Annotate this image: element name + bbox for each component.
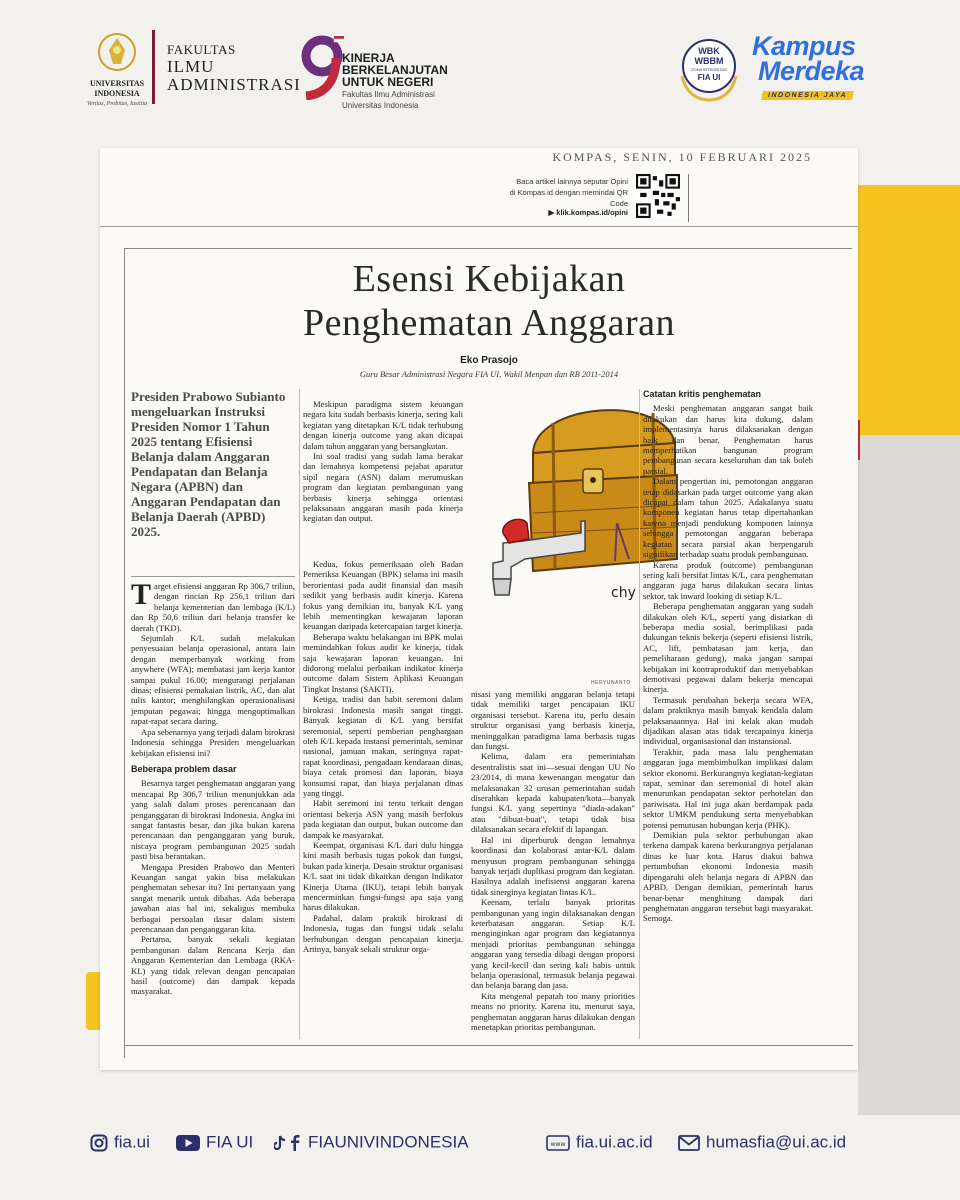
qr-box [500,174,800,228]
title-line-1: Esensi Kebijakan [352,258,626,300]
kinerja-line-3: UNTUK NEGERI [342,75,434,89]
wbk-line-3: ZONA INTEGRITAS [691,67,727,72]
author-role: Guru Besar Administrasi Negara FIA UI, Wakil Menpan dan RB 2011-2014 [359,369,619,379]
footer [0,1120,960,1166]
email-link[interactable] [678,1132,846,1153]
website-url: fia.ui.ac.id [576,1132,653,1152]
kinerja-sub-2: Universitas Indonesia [342,101,419,110]
wbk-badge [676,36,742,102]
instagram-icon [90,1134,108,1152]
tiktok-facebook-icon [274,1134,302,1152]
youtube-link[interactable] [176,1132,253,1153]
social-handle: FIAUNIVINDONESIA [308,1132,469,1152]
col4-paragraph-7: Demikian pula sektor perhubungan akan terkena dampak karena berkurangnya perjalanan dinas ke luar kota. Harus diakui bahwa pertumbuhan ekonomi Indonesia masih dipengaruhi oleh belanja negara di APBN dan APBD. Dengan demikian, pemerintah harus benar-benar menghitung dampak dari penghematan anggaran tersebut bagi masyarakat. Semoga. [643,830,813,924]
column-rule-3 [639,389,640,1039]
col1-paragraph-6: Pertama, banyak sekali kegiatan pembangunan dalam Rencana Kerja dan Anggaran Kementerian dan Lembaga (RKA-KL) yang tidak relevan dengan pencapaian hasil (outcome) dan dampak kepada masyarakat. [131,934,295,997]
qr-code-icon[interactable] [636,174,680,218]
qr-divider [688,174,689,222]
title-line-2: Penghematan Anggaran [303,302,675,344]
km-line-3: INDONESIA JAYA [761,91,854,100]
km-line-2: Merdeka [758,56,865,86]
globe-www-icon [546,1134,570,1152]
col4-paragraph-3: Karena produk (outcome) pembangunan sering kali bersifat lintas K/L, cara penghematan anggaran juga harus dilakukan secara lintas sektor, tak inward looking di setiap K/L. [643,559,813,601]
column-1 [131,578,295,997]
header [0,0,960,150]
ui-name: UNIVERSITAS INDONESIA [89,79,145,98]
social-link[interactable] [274,1132,469,1153]
youtube-handle: FIA UI [206,1132,254,1152]
website-link[interactable] [546,1132,653,1153]
author-name: Eko Prasojo [460,355,518,366]
col2-paragraph-3: Kedua, fokus pemeriksaan oleh Badan Pemeriksa Keuangan (BPK) selama ini masih berorientasi pada audit finansial dan masih sedikit yang berbasis audit kinerja. Karena fokus yang demikian itu, banyak K/L yang lebih mementingkan kewajaran laporan keuangan daripada ketercapaian target kinerja. [303,559,463,632]
column-2-upper [303,399,463,524]
svg-text:www: www [550,1140,566,1148]
col2-paragraph-8: Padahal, dalam praktik birokrasi di Indonesia, tugas dan fungsi tidak selalu berhubungan dengan pencapaian kinerja. Artinya, banyak sekali struktur orga- [303,912,463,955]
decorative-gray-block [858,435,960,1115]
col2-paragraph-1: Meskipun paradigma sistem keuangan negara kita sudah berbasis kinerja, sering kali kegiatan yang ditetapkan K/L tidak terhubung dengan kinerja outcome yang akan dicapai dalam tahun anggaran yang bersangkutan. [303,399,463,451]
col4-paragraph-6: Terakhir, pada masa lalu penghematan anggaran juga membimbulkan implikasi dalam sektor ekonomi. Berkurangnya kegiatan-kegiatan rapat, seminar dan seremonial di hotel akan menurunkan pendapatan sektor perhotelan dan pariwisata. Hal ini juga akan berdampak pada sektor UMKM pendukung serta menyebabkan potensi pemutusan hubungan kerja (PHK). [643,746,813,830]
col4-paragraph-5: Termasuk perubahan bekerja secara WFA, dalam praktiknya masih banyak kendala dalam pelaksanaannya. Hal ini kelak akan mudah dijadikan alasan atas tidak tercapainya kinerja individual, organisasional dan instansional. [643,694,813,747]
kinerja-logo [298,34,518,110]
col1-paragraph-3: Apa sebenarnya yang terjadi dalam birokrasi Indonesia sehingga Presiden mengeluarkan kebijakan efisiensi ini? [131,726,295,758]
faculty-line-2: ILMU [167,57,215,76]
illustration-signature: chy [611,585,636,601]
newspaper-clipping [100,148,858,1070]
decorative-yellow-block [858,185,960,435]
km-line-1: Kampus [752,31,856,61]
wbk-line-4: FIA UI [697,73,721,82]
col2-paragraph-7: Keempat, organisasi K/L dari dulu hingga kini masih berbasis tugas pokok dan fungsi, bukan pada kinerja. Desain struktur organisasi K/L saat ini tidak dikaitkan dengan Indikator Kinerja Utama (IKU), tetapi lebih banyak mencerminkan fungsi-fungsi apa saja yang harus dilakukan. [303,839,463,913]
kinerja-sub-1: Fakultas Ilmu Administrasi [342,90,435,99]
illustration-credit: HERYUNANTO [591,680,631,686]
qr-text-line-1: Baca artikel lainnya seputar Opini [516,177,628,186]
faculty-line-3: ADMINISTRASI [167,75,301,94]
column-rule-1 [299,389,300,1039]
article-title [125,257,853,345]
col1-paragraph-1: arget efisiensi anggaran Rp 306,7 triliun, dengan rincian Rp 256,1 triliun dari belanja kementerian dan lembaga (K/L) dan Rp 50,6 triliun dari belanja transfer ke daerah (TKD). [131,581,295,633]
top-rule [100,226,858,227]
faculty-name [152,30,301,104]
bottom-rule [125,1045,853,1046]
instagram-handle: fia.ui [114,1132,150,1152]
col2-paragraph-4: Beberapa waktu belakangan ini BPK mulai memindahkan fokus audit ke kinerja, tidak saja kewajaran laporan keuangan. Ini didorong melalui perbaikan indikator kinerja outcome dalam Sistem Aplikasi Keuangan Tingkat Instansi (SAKTI). [303,631,463,694]
qr-link[interactable]: ▶ klik.kompas.id/opini [548,208,628,217]
col2-paragraph-6: Habit seremoni ini tentu terkait dengan orientasi bekerja ASN yang masih berfokus pada kegiatan dan output, bukan outcome dan dampak ke masyarakat. [303,798,463,840]
kinerja-line-1: KINERJA [342,51,395,65]
lede: Presiden Prabowo Subianto mengeluarkan Instruksi Presiden Nomor 1 Tahun 2025 tentang Efisiensi Belanja dalam Anggaran Pendapatan dan Belanja Negara (APBN) dan Anggaran Pendapatan dan Belanja Daerah (APBD) 2025. [131,389,286,539]
col1-paragraph-5: Mengapa Presiden Prabowo dan Menteri Keuangan sangat yakin bisa melakukan penghematan sebesar itu? Ini pertanyaan yang sangat menarik untuk dibahas. Ada beberapa jawaban atas hal ini, sekaligus membuka berbagai persoalan dasar dalam sistem perencanaan dan penganggaran kita. [131,861,295,934]
email-address: humasfia@ui.ac.id [706,1132,847,1152]
col3-paragraph-5: Kita mengenal pepatah too many priorities means no priority. Karena itu, menurut saya, penghematan anggaran harus dilakukan dengan menetapkan prioritas pembangunan. [471,990,635,1032]
column-3 [471,689,635,1032]
qr-text-line-2: di Kompas.id dengan memindai QR Code [509,188,628,208]
col1-paragraph-4: Besarnya target penghematan anggaran yang mencapai Rp 306,7 triliun menunjukkan ada yang salah dalam proses perencanaan dan penganggaran di birokrasi Indonesia. Angka ini sangat fantastis besar, dan jika bukan karena perencanaan dan penganggaran yang buruk, niscaya program pembangunan 2025 sudah pasti bisa berantakan. [131,778,295,862]
dateline: KOMPAS, SENIN, 10 FEBRUARI 2025 [552,150,812,164]
youtube-icon [176,1134,200,1152]
kinerja-line-2: BERKELANJUTAN [342,63,448,77]
ui-motto: Veritas, Probitas, Iustitia [86,101,148,107]
col3-paragraph-4: Keenam, terlalu banyak prioritas pembangunan yang ingin dilaksanakan dengan keterbatasan anggaran. Setiap K/L menginginkan agar program dan kegiatannya menjadi prioritas pembangunan sehingga anggaran yang tersedia dibagi dengan proporsi yang kecil-kecil dan sering kali habis untuk belanja operasional, termasuk belanja pegawai dan belanja barang dan jasa. [471,897,635,991]
column-4 [643,389,813,924]
lede-rule [131,576,295,577]
article [124,248,852,1058]
col3-paragraph-3: Hal ini diperburuk dengan lemahnya koordinasi dan kolaborasi antar-K/L dalam menyusun program pembangunan sehingga banyak terjadi duplikasi program dan kegiatan. Hasilnya adalah inefisiensi anggaran karena tidak sinerginya kegiatan lintas K/L. [471,834,635,897]
col3-paragraph-2: Kelima, dalam era pemerintahan desentralistis saat ini—sesuai dengan UU No 23/2014, di mana kewenangan mengatur dan melaksanakan 32 urusan pemerintahan sudah diserahkan kepada kabupaten/kota—banyak fungsi K/L yang sepertinya "diada-adakan" atau "dibuat-buat", tetapi tidak bisa dilaksanakan secara efektif di lapangan. [471,751,635,835]
instagram-link[interactable] [90,1132,150,1153]
faculty-line-1: FAKULTAS [167,42,236,57]
mail-icon [678,1134,700,1152]
nine-emblem-icon [298,34,348,100]
col4-paragraph-4: Beberapa penghematan anggaran yang sudah dilakukan oleh K/L, seperti yang disiarkan di beberapa media sosial, berimplikasi pada dukungan teknis bekerja (seperti efisiensi listrik, AC, lift, pembatasan jam kerja, dan pemeliharaan gedung), maka jangan sampai kebijakan ini kontraproduktif dan menyebabkan demotivasi pegawai dalam bekerja mencapai kinerja. [643,601,813,695]
col2-paragraph-2: Ini soal tradisi yang sudah lama berakar dan lemahnya kompetensi pejabat aparatur sipil negara (ASN) dalam merumuskan program dan kegiatan pembangunan yang berbasis kinerja sehingga orientasi pelaksanaan anggaran masih pada kinerja kegiatan dan output. [303,451,463,524]
col2-paragraph-5: Ketiga, tradisi dan habit seremoni dalam birokrasi Indonesia masih sangat tinggi. Banyak kegiatan di K/L yang bersifat seremonial, seperti pemberian penghargaan oleh K/L kepada instansi pemerintah, seminar nasional, jamuan makan, seringnya rapat-rapat koordinasi, pengadaan kendaraan dinas, biaya cetak promosi dan laporan, biaya konsumsi rapat, dan biaya perjalanan dinas yang tinggi. [303,694,463,798]
drop-cap: T [131,578,152,611]
col3-paragraph-1: nisasi yang memiliki anggaran belanja tetapi tidak memiliki target pencapaian IKU organisasi tersebut. Karena itu, perlu desain struktur organisasi yang berbasis kinerja, meninggalkan paradigma lama berbasis tugas dan fungsi. [471,689,635,752]
wbk-line-1: WBK [698,46,720,56]
col4-paragraph-2: Dalam pengertian ini, pemotongan anggaran tetap didasarkan pada target outcome yang akan dicapai dalam tahun 2025. Adakalanya suatu komponen kegiatan harus tetap dipertahankan karena menjadi pendukung komponen lainnya sehingga pemotongan anggaran beberapa kegiatan secara parsial akan berpengaruh signifikan terhadap suatu produk pembangunan. [643,476,813,560]
subheading-problem: Beberapa problem dasar [131,763,237,774]
col4-paragraph-1: Meski penghematan anggaran sangat baik dilakukan dan harus kita dukung, dalam implementasinya harus dilaksanakan dengan baik dan benar. Penghematan harus memperhatikan bangunan program pembangunan secara keseluruhan dan tak boleh parsial. [643,403,813,476]
makara-crest-icon [95,30,139,74]
subheading-catatan: Catatan kritis penghematan [643,389,762,399]
column-2-lower [303,559,463,954]
wbk-line-2: WBBM [694,56,724,66]
kampus-merdeka-logo [752,31,882,102]
ui-logo [82,30,152,107]
col1-paragraph-2: Sejumlah K/L sudah melakukan penyesuaian belanja operasional, antara lain dengan memperbanyak working from anywhere (WFA); membatasi jam kerja kantor sampai pukul 16.00; mengurangi perjalanan dinas; efisiensi pemakaian listrik, AC, dan alat tulis kantor; menghilangkan operasionalisasi jemputan pegawai; hingga mengoptimalkan rapat-rapat secara daring. [131,633,295,727]
